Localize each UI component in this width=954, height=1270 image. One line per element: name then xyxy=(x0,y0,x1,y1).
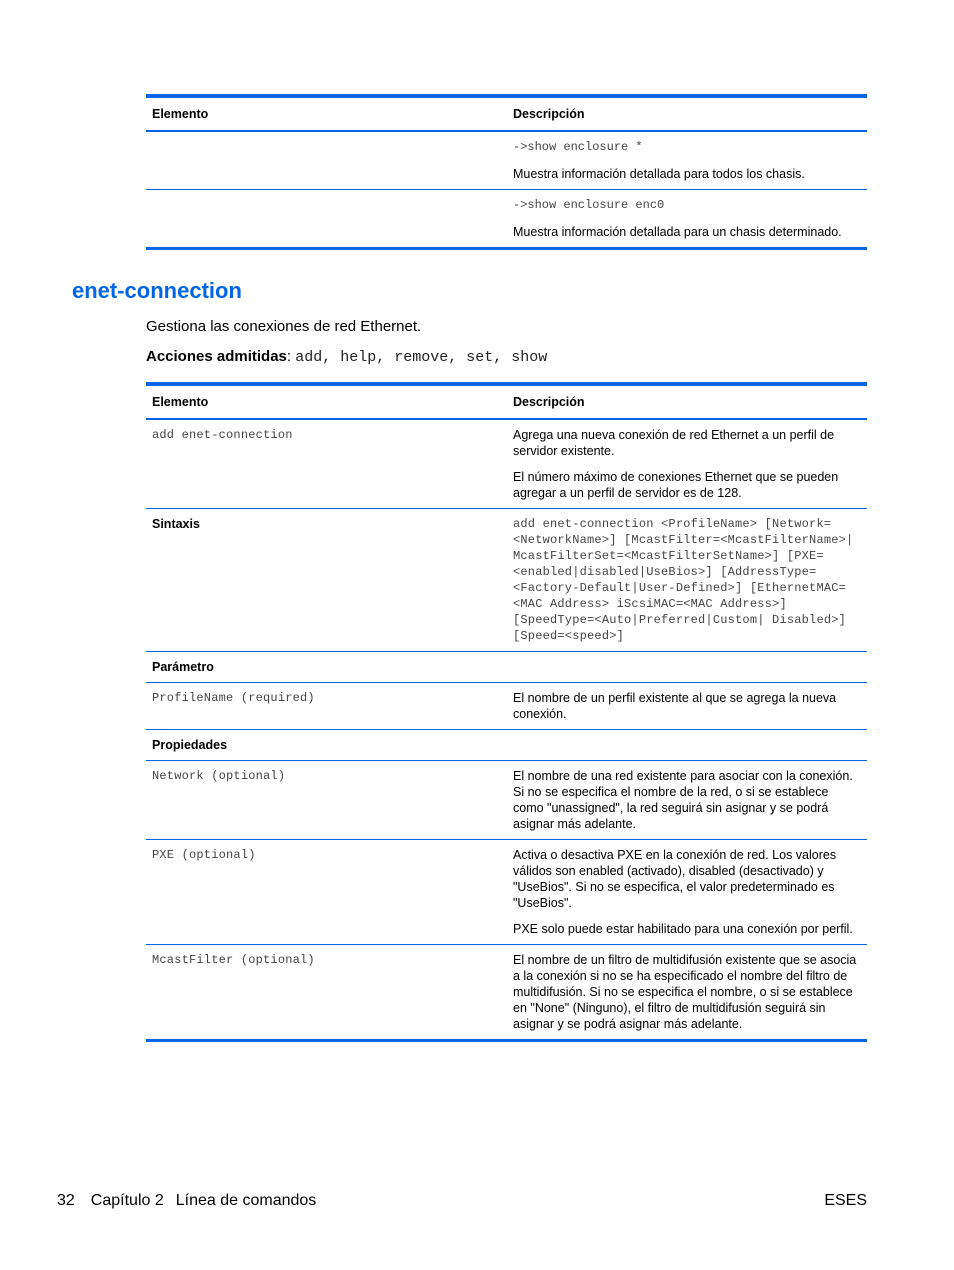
supported-actions xyxy=(146,348,547,366)
table-row xyxy=(146,761,867,840)
commands-table-continued xyxy=(146,94,867,250)
description-paragraph: El número máximo de conexiones Ethernet que se pueden agregar a un perfil de servidor es de 128. xyxy=(513,470,839,500)
description-cell: El nombre de un perfil existente al que se agrega la nueva conexión. xyxy=(507,683,867,730)
section-intro: Gestiona las conexiones de red Ethernet. xyxy=(146,318,422,335)
table-header-row xyxy=(146,96,867,131)
element-cell xyxy=(146,131,507,190)
header-descripcion: Descripción xyxy=(507,96,867,131)
element-cell xyxy=(146,190,507,249)
description-cell: El nombre de una red existente para asociar con la conexión. Si no se especifica el nombre de la red, o si se establece como "unassigned", la red seguirá sin asignar y se podrá asignar más adelante. xyxy=(507,761,867,840)
table-row xyxy=(146,131,867,190)
element-cell: Sintaxis xyxy=(146,509,507,652)
description-cell xyxy=(507,840,867,945)
element-cell: add enet-connection xyxy=(146,419,507,509)
example-command: ->show enclosure enc0 xyxy=(513,198,665,212)
actions-values: add, help, remove, set, show xyxy=(295,349,548,366)
example-description: Muestra información detallada para todos los chasis. xyxy=(513,167,805,181)
element-cell: Propiedades xyxy=(146,730,507,761)
description-paragraph: Activa o desactiva PXE en la conexión de red. Los valores válidos son enabled (activado), disabled (desactivado) y "UseBios". Si no se especifica, el valor predeterminado es "UseBios". xyxy=(513,848,837,910)
table-row xyxy=(146,509,867,652)
chapter-title: Línea de comandos xyxy=(175,1192,317,1209)
table-header-row xyxy=(146,384,867,419)
chapter-label: Capítulo 2 xyxy=(90,1192,164,1209)
table-row xyxy=(146,419,867,509)
header-descripcion: Descripción xyxy=(507,384,867,419)
description-cell: El nombre de un filtro de multidifusión existente que se asocia a la conexión si no se ha especificado el nombre del filtro de multidifusión. Si no se especifica el nombre, o si se establece en "None" (Ninguno), el filtro de multidifusión seguirá sin asignar y se podrá asignar más adelante. xyxy=(507,945,867,1041)
actions-label: Acciones admitidas xyxy=(146,348,287,365)
actions-separator: : xyxy=(286,348,296,365)
syntax-cell: add enet-connection <ProfileName> [Network=<NetworkName>] [McastFilter=<McastFilterName>| McastFilterSet=<McastFilterSetName>] [PXE=<enabled|disabled|UseBios>] [AddressType=<Factory-Default|User-Defined>] [EthernetMAC=<MAC Address> iScsiMAC=<MAC Address>] [SpeedType=<Auto|Preferred|Custom| Disabled>] [Speed=<speed>] xyxy=(507,509,867,652)
table-row xyxy=(146,683,867,730)
description-cell xyxy=(507,730,867,761)
table-row xyxy=(146,652,867,683)
example-description: Muestra información detallada para un chasis determinado. xyxy=(513,225,842,239)
table-row xyxy=(146,190,867,249)
element-cell: ProfileName (required) xyxy=(146,683,507,730)
description-cell xyxy=(507,652,867,683)
enet-connection-table xyxy=(146,382,867,1042)
element-cell: McastFilter (optional) xyxy=(146,945,507,1041)
element-cell: Network (optional) xyxy=(146,761,507,840)
page-footer-locale: ESES xyxy=(824,1192,867,1209)
description-paragraph: Agrega una nueva conexión de red Ethernet a un perfil de servidor existente. xyxy=(513,428,835,458)
table-row xyxy=(146,945,867,1041)
table-row xyxy=(146,840,867,945)
description-cell xyxy=(507,419,867,509)
description-cell xyxy=(507,190,867,249)
description-paragraph: PXE solo puede estar habilitado para una conexión por perfil. xyxy=(513,922,853,936)
header-elemento: Elemento xyxy=(146,96,507,131)
description-cell xyxy=(507,131,867,190)
section-title: enet-connection xyxy=(72,278,242,303)
example-command: ->show enclosure * xyxy=(513,140,643,154)
element-cell: Parámetro xyxy=(146,652,507,683)
header-elemento: Elemento xyxy=(146,384,507,419)
page-footer-left xyxy=(57,1192,316,1210)
element-cell: PXE (optional) xyxy=(146,840,507,945)
table-row xyxy=(146,730,867,761)
page-number: 32 xyxy=(57,1192,75,1209)
